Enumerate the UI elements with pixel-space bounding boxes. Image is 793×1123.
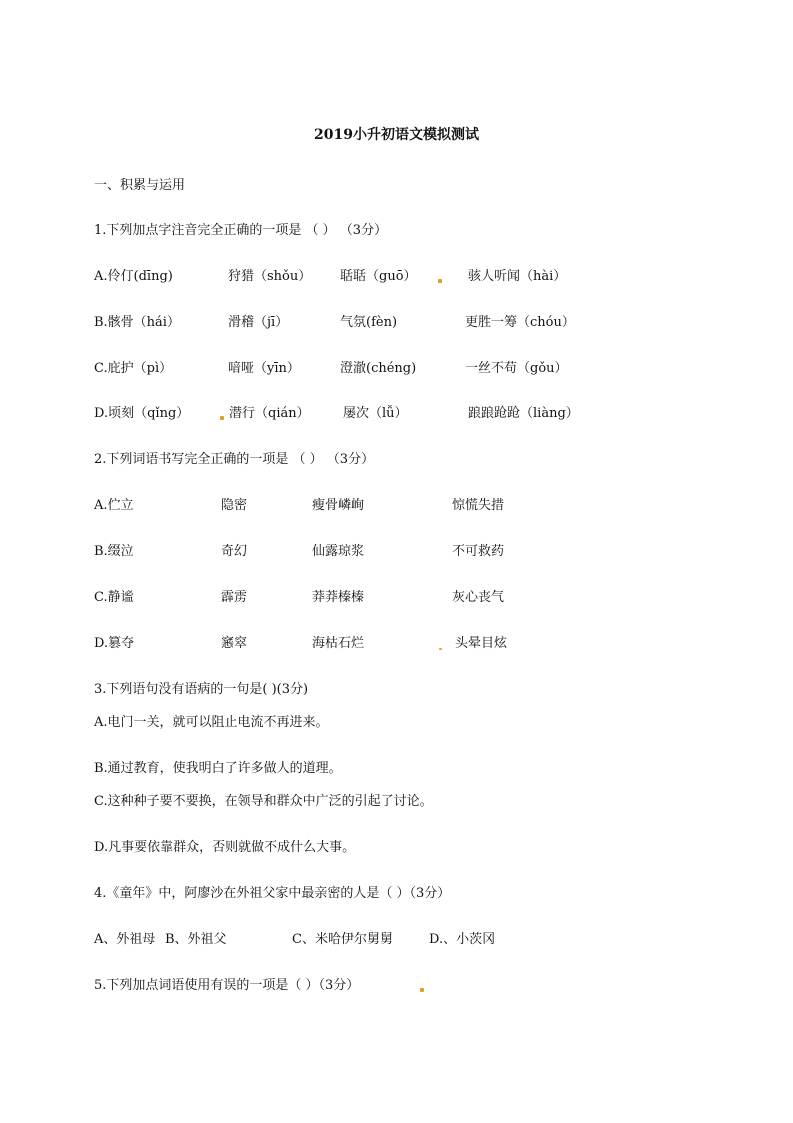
q1-option-a-2: 狩猎（shǒu） (228, 269, 312, 284)
q2-option-a-4: 惊慌失措 (452, 498, 505, 513)
q2-option-b-2: 奇幻 (221, 544, 248, 559)
q1-option-b-1: B.骸骨（hái） (94, 315, 180, 330)
q1-option-c-1: C.庇护（pì） (94, 361, 173, 376)
q1-option-a-4: 骇人听闻（hài） (468, 269, 567, 284)
page-title: 2019小升初语文模拟测试 (314, 127, 479, 143)
q2-option-a-3: 瘦骨嶙峋 (312, 498, 365, 513)
q4-option-d: D.、小茨冈 (429, 932, 496, 947)
q4-option-a: A、外祖母 (94, 932, 156, 947)
q2-option-a-2: 隐密 (221, 498, 248, 513)
q1-option-b-3: 气氛(fèn) (340, 315, 398, 330)
emphasis-dot-mark (220, 416, 224, 420)
question-3-stem: 3.下列语句没有语病的一句是( )(3分) (94, 682, 309, 697)
question-2-stem: 2.下列词语书写完全正确的一项是 （ ） （3分） (94, 452, 375, 467)
q1-option-d-2: 潜行（qián） (229, 406, 310, 421)
q4-option-b: B、外祖父 (165, 932, 227, 947)
emphasis-dot-mark (439, 648, 442, 650)
q2-option-b-4: 不可救药 (452, 544, 505, 559)
q1-option-d-3: 屡次（lǚ） (343, 406, 408, 421)
q1-option-d-4: 踉踉跄跄（liàng） (468, 406, 579, 421)
q2-option-c-2: 霹雳 (221, 590, 248, 605)
q1-option-a-1: A.伶仃(dīng) (94, 269, 173, 284)
q1-option-b-2: 滑稽（jī） (228, 315, 289, 330)
q2-option-d-3: 海枯石烂 (312, 636, 365, 651)
q3-option-c: C.这种种子要不要换，在领导和群众中广泛的引起了讨论。 (94, 794, 433, 809)
q4-option-c: C、米哈伊尔舅舅 (292, 932, 393, 947)
q2-option-b-1: B.缀泣 (94, 544, 134, 559)
q2-option-c-3: 莽莽榛榛 (312, 590, 365, 605)
q3-option-b: B.通过教育，使我明白了许多做人的道理。 (94, 761, 342, 776)
q2-option-b-3: 仙露琼浆 (312, 544, 365, 559)
q1-option-c-2: 喑哑（yīn） (228, 361, 300, 376)
q1-option-a-3: 聒聒（guō） (340, 269, 417, 284)
q2-option-d-4: 头晕目炫 (455, 636, 508, 651)
emphasis-dot-mark (438, 279, 442, 283)
q2-option-d-1: D.篡夺 (94, 636, 135, 651)
q2-option-c-1: C.静谧 (94, 590, 134, 605)
q2-option-c-4: 灰心丧气 (452, 590, 505, 605)
q1-option-c-4: 一丝不苟（gǒu） (465, 361, 568, 376)
section-heading: 一、积累与运用 (94, 178, 186, 193)
q2-option-d-2: 窸窣 (221, 636, 248, 651)
q1-option-b-4: 更胜一筹（chóu） (465, 315, 575, 330)
q2-option-a-1: A.伫立 (94, 498, 134, 513)
question-4-stem: 4.《童年》中，阿廖沙在外祖父家中最亲密的人是（ ）（3分） (94, 886, 451, 901)
emphasis-dot-mark (420, 988, 424, 992)
q3-option-a: A.电门一关，就可以阻止电流不再进来。 (94, 715, 329, 730)
question-5-stem: 5.下列加点词语使用有误的一项是（ ）（3分） (94, 978, 360, 993)
q1-option-d-1: D.顷刻（qǐng） (94, 406, 190, 421)
q3-option-d: D.凡事要依靠群众，否则就做不成什么大事。 (94, 840, 356, 855)
question-1-stem: 1.下列加点字注音完全正确的一项是 （ ） （3分） (94, 223, 388, 238)
q1-option-c-3: 澄澈(chéng) (340, 361, 417, 376)
